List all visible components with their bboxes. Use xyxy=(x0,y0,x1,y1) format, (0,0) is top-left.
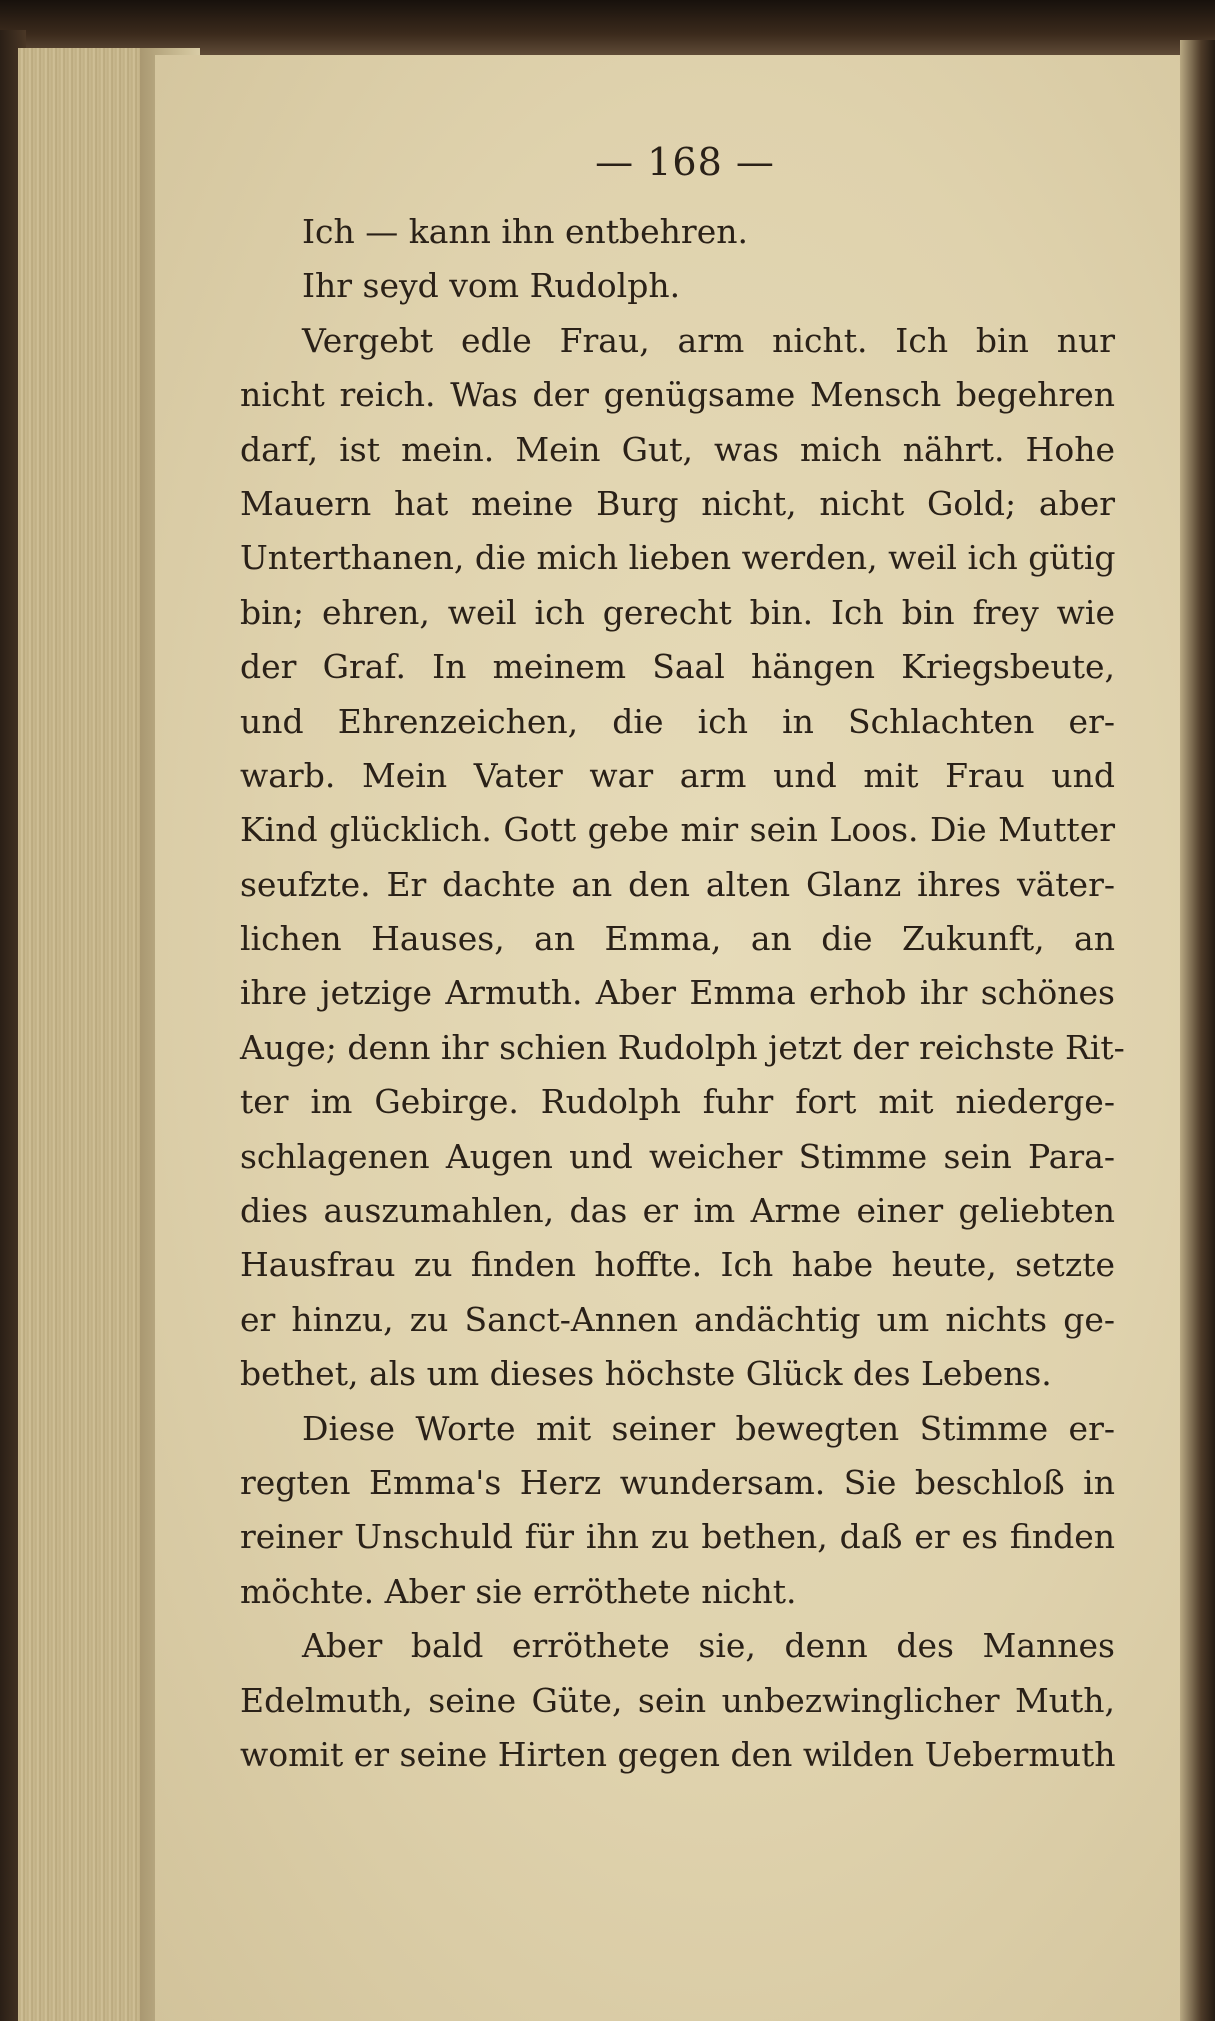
text-line: reiner Unschuld für ihn zu bethen, daß er es finden xyxy=(240,1517,1115,1557)
text-line: regten Emma's Herz wundersam. Sie beschloß in xyxy=(240,1462,1115,1502)
text-line: Auge; denn ihr schien Rudolph jetzt der reichste Rit- xyxy=(240,1027,1125,1067)
text-line: er hinzu, zu Sanct-Annen andächtig um nichts ge- xyxy=(240,1299,1115,1339)
text-line: nicht reich. Was der genügsame Mensch begehren xyxy=(240,375,1115,415)
text-line: darf, ist mein. Mein Gut, was mich nährt. Hohe xyxy=(240,429,1115,469)
page-stack xyxy=(18,48,158,2021)
text-line: der Graf. In meinem Saal hängen Kriegsbeute, xyxy=(240,647,1115,687)
text-line: Hausfrau zu finden hoffte. Ich habe heute, setzte xyxy=(240,1245,1115,1285)
text-line: warb. Mein Vater war arm und mit Frau und xyxy=(240,755,1115,795)
text-line: lichen Hauses, an Emma, an die Zukunft, an xyxy=(240,919,1115,959)
text-line: Ihr seyd vom Rudolph. xyxy=(302,266,681,306)
text-line: schlagenen Augen und weicher Stimme sein Para- xyxy=(240,1136,1115,1176)
text-line: seufzte. Er dachte an den alten Glanz ihres väter- xyxy=(240,864,1115,904)
text-line: Aber bald erröthete sie, denn des Mannes xyxy=(302,1626,1115,1666)
page-number: — 168 — xyxy=(595,140,775,184)
text-line: Diese Worte mit seiner bewegten Stimme er- xyxy=(302,1408,1115,1448)
page-right-edge xyxy=(1180,40,1215,2021)
text-line: möchte. Aber sie erröthete nicht. xyxy=(240,1571,797,1611)
page-text xyxy=(240,205,1125,1782)
text-line: dies auszumahlen, das er im Arme einer geliebten xyxy=(240,1191,1115,1231)
text-line: Ich — kann ihn entbehren. xyxy=(302,212,748,251)
text-line: Unterthanen, die mich lieben werden, weil ich gütig xyxy=(240,538,1116,578)
text-line: Edelmuth, seine Güte, sein unbezwinglicher Muth, xyxy=(240,1680,1115,1720)
text-line: und Ehrenzeichen, die ich in Schlachten er- xyxy=(240,701,1115,741)
text-line: bethet, als um dieses höchste Glück des Lebens. xyxy=(240,1354,1052,1394)
text-line: ter im Gebirge. Rudolph fuhr fort mit niederge- xyxy=(240,1082,1115,1122)
text-line: Mauern hat meine Burg nicht, nicht Gold; aber xyxy=(240,483,1115,523)
text-line: ihre jetzige Armuth. Aber Emma erhob ihr schönes xyxy=(240,973,1115,1013)
text-line: Kind glücklich. Gott gebe mir sein Loos. Die Mutter xyxy=(240,810,1115,850)
text-line: Vergebt edle Frau, arm nicht. Ich bin nur xyxy=(302,320,1115,360)
text-line: bin; ehren, weil ich gerecht bin. Ich bin frey wie xyxy=(240,592,1115,632)
text-line: womit er seine Hirten gegen den wilden Uebermuth xyxy=(240,1734,1116,1774)
